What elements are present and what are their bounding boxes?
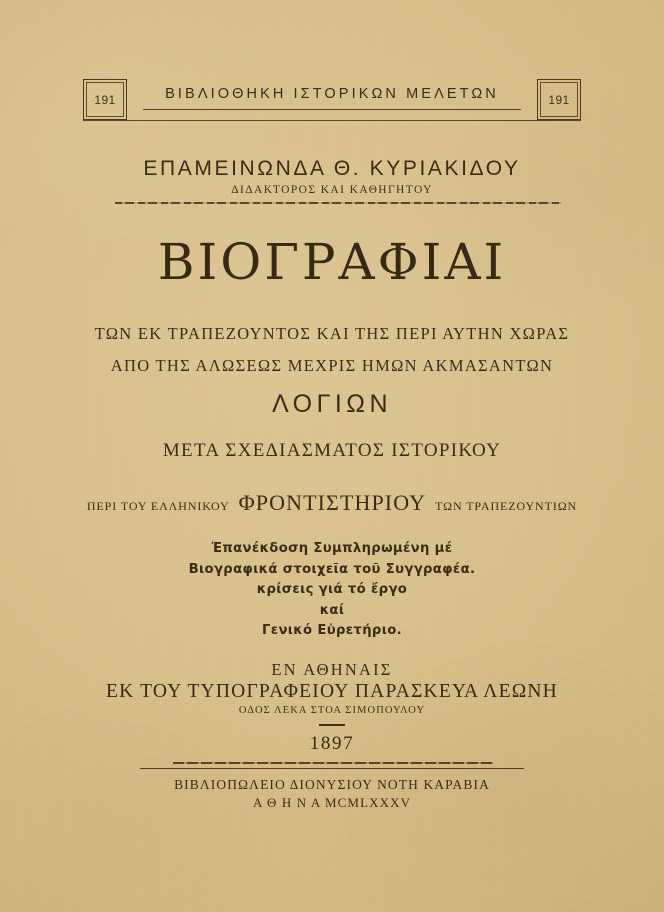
author-qualification: ΔΙΔΑΚΤΟΡΟΣ ΚΑΙ ΚΑΘΗΓΗΤΟΥ xyxy=(231,184,433,196)
imprint-address: ΟΔΟΣ ΛΕΚΑ ΣΤΟΑ ΣΙΜΟΠΟΥΛΟΥ xyxy=(238,705,426,716)
series-number-box-right xyxy=(537,79,581,120)
footer-rule-upper xyxy=(173,762,493,764)
subtitle-line-2: ΑΠΟ ΤΗΣ ΑΛΩΣΕΩΣ ΜΕΧΡΙΣ ΗΜΩΝ ΑΚΜΑΣΑΝΤΩΝ xyxy=(110,356,554,375)
subtitle-logion: ΛΟΓΙΩΝ xyxy=(271,390,393,418)
subtitle-line-1: ΤΩΝ ΕΚ ΤΡΑΠΕΖΟΥΝΤΟΣ ΚΑΙ ΤΗΣ ΠΕΡΙ ΑΥΤΗΝ ΧΩΡΑΣ xyxy=(94,324,570,343)
edition-note-line-1: Ἐπανέκδοση Συμπληρωμένη μέ xyxy=(211,541,453,556)
subtitle-line-3: ΜΕΤΑ ΣΧΕΔΙΑΣΜΑΤΟΣ ΙΣΤΟΡΙΚΟΥ xyxy=(162,440,502,461)
frontistirion-prefix: ΠΕΡΙ ΤΟΥ ΕΛΛΗΝΙΚΟΥ xyxy=(86,499,230,513)
series-number-box-left xyxy=(83,79,127,120)
footer-rule-lower xyxy=(140,768,524,769)
author-name: ΕΠΑΜΕΙΝΩΝΔΑ Θ. ΚΥΡΙΑΚΙΔΟΥ xyxy=(143,157,521,180)
series-number-right: 191 xyxy=(548,92,570,107)
footer-bookshop: ΒΙΒΛΙΟΠΩΛΕΙΟ ΔΙΟΝΥΣΙΟΥ ΝΟΤΗ ΚΑΡΑΒΙΑ xyxy=(174,777,490,792)
year-separator-rule xyxy=(319,724,345,726)
series-number-left: 191 xyxy=(94,92,116,107)
edition-note xyxy=(0,539,664,642)
edition-note-line-5: Γενικό Εὑρετήριο. xyxy=(262,623,402,638)
series-title-wrap xyxy=(139,79,525,120)
footer-city-year: Α Θ Η Ν Α MCMLXXXV xyxy=(252,795,412,810)
frontistirion-word: ΦΡΟΝΤΙΣΤΗΡΙΟΥ xyxy=(238,490,427,515)
frontistirion-suffix: ΤΩΝ ΤΡΑΠΕΖΟΥΝΤΙΩΝ xyxy=(435,499,578,513)
series-title-underrule xyxy=(143,109,521,110)
page-title: ΒΙΟΓΡΑΦΙΑΙ xyxy=(157,233,507,291)
imprint-press: ΕΚ ΤΟΥ ΤΥΠΟΓΡΑΦΕΙΟΥ ΠΑΡΑΣΚΕΥΑ ΛΕΩΝΗ xyxy=(106,681,558,702)
series-header-band xyxy=(83,79,581,120)
header-baseline-rule xyxy=(83,120,581,121)
frontistirion-line xyxy=(0,490,664,516)
publication-year: 1897 xyxy=(309,733,355,754)
edition-note-line-4: καί xyxy=(319,602,345,618)
edition-note-line-3: κρίσεις γιά τό ἔργο xyxy=(256,582,408,597)
series-title: ΒΙΒΛΙΟΘΗΚΗ ΙΣΤΟΡΙΚΩΝ ΜΕΛΕΤΩΝ xyxy=(165,86,499,102)
edition-note-line-2: Βιογραφικά στοιχεῖα τοῦ Συγγραφέα. xyxy=(188,561,476,577)
imprint-city: ΕΝ ΑΘΗΝΑΙΣ xyxy=(271,660,393,679)
author-divider-rule xyxy=(115,202,561,204)
